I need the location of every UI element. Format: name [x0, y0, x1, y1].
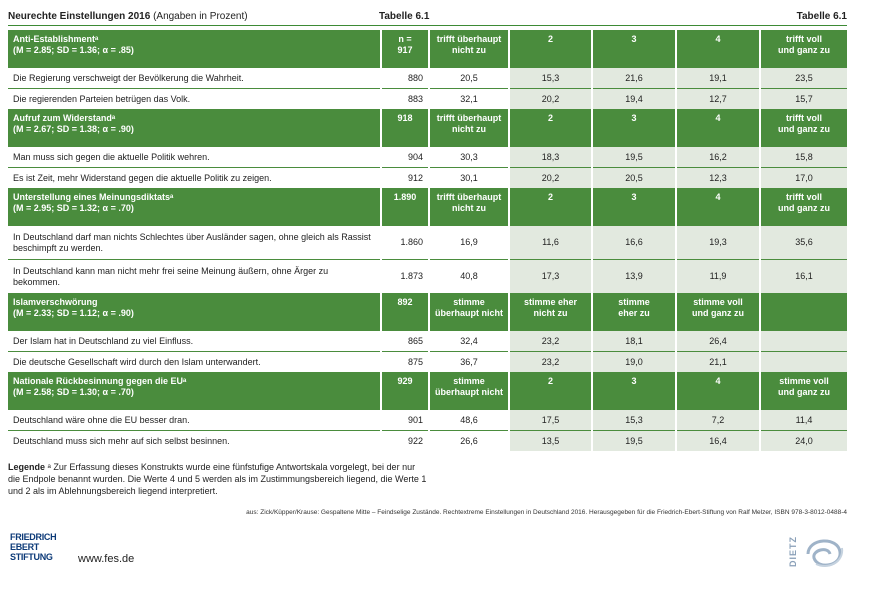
table-row [8, 89, 847, 110]
value-cell: 12,3 [676, 168, 760, 189]
dietz-wordmark: DIETZ [788, 536, 798, 567]
value-cell: 20,2 [509, 89, 592, 110]
row-n: 1.860 [381, 226, 429, 260]
value-cell: 26,4 [676, 331, 760, 352]
value-cell: 12,7 [676, 89, 760, 110]
table-row [8, 431, 847, 452]
column-header: 4 [676, 188, 760, 226]
table-label-right: Tabelle 6.1 [796, 11, 847, 22]
column-header: 2 [509, 372, 592, 410]
section-header-row [8, 109, 847, 147]
value-cell: 20,5 [592, 168, 676, 189]
value-cell: 16,4 [676, 431, 760, 452]
value-cell: 19,5 [592, 147, 676, 168]
value-cell: 15,3 [509, 68, 592, 89]
section-n: n = 917 [381, 30, 429, 68]
section-title-cell [8, 188, 381, 226]
value-cell: 11,6 [509, 226, 592, 260]
row-n: 904 [381, 147, 429, 168]
dietz-logo [788, 530, 848, 572]
value-cell: 17,3 [509, 260, 592, 294]
top-divider [8, 25, 847, 26]
section-n: 929 [381, 372, 429, 410]
row-n: 865 [381, 331, 429, 352]
row-label: Deutschland wäre ohne die EU besser dran. [8, 410, 381, 431]
section-header-row [8, 293, 847, 331]
value-cell: 35,6 [760, 226, 847, 260]
value-cell: 16,2 [676, 147, 760, 168]
table-row [8, 331, 847, 352]
column-header: 3 [592, 188, 676, 226]
fes-url-link[interactable]: www.fes.de [78, 553, 135, 565]
value-cell: 48,6 [429, 410, 509, 431]
table-row [8, 410, 847, 431]
table-row [8, 68, 847, 89]
section-n: 918 [381, 109, 429, 147]
column-header: 4 [676, 109, 760, 147]
column-header: stimme voll und ganz zu [676, 293, 760, 331]
row-n: 912 [381, 168, 429, 189]
value-cell: 16,9 [429, 226, 509, 260]
value-cell: 15,8 [760, 147, 847, 168]
section-header-row [8, 30, 847, 68]
value-cell: 32,1 [429, 89, 509, 110]
table-header-bar [8, 9, 847, 24]
value-cell: 23,2 [509, 352, 592, 373]
value-cell: 20,2 [509, 168, 592, 189]
value-cell: 26,6 [429, 431, 509, 452]
legend [8, 461, 428, 497]
section-n: 1.890 [381, 188, 429, 226]
value-cell: 19,3 [676, 226, 760, 260]
value-cell [760, 352, 847, 373]
section-stats: (M = 2.67; SD = 1.38; α = .90) [13, 124, 134, 134]
fes-logo-line: FRIEDRICH [10, 532, 57, 542]
section-title: Unterstellung eines Meinungsdiktatsᵃ [13, 192, 174, 202]
section-title-cell [8, 109, 381, 147]
value-cell: 19,1 [676, 68, 760, 89]
column-header: trifft überhaupt nicht zu [429, 109, 509, 147]
value-cell: 13,5 [509, 431, 592, 452]
value-cell: 18,3 [509, 147, 592, 168]
row-label: In Deutschland kann man nicht mehr frei seine Meinung äußern, ohne Ärger zu bekommen. [8, 260, 381, 294]
row-label: Die deutsche Gesellschaft wird durch den Islam unterwandert. [8, 352, 381, 373]
table-row [8, 260, 847, 294]
value-cell: 15,3 [592, 410, 676, 431]
value-cell: 30,1 [429, 168, 509, 189]
section-title: Nationale Rückbesinnung gegen die EUᵃ [13, 376, 187, 386]
column-header: 2 [509, 109, 592, 147]
value-cell: 16,1 [760, 260, 847, 294]
column-header: stimme voll und ganz zu [760, 372, 847, 410]
value-cell: 19,4 [592, 89, 676, 110]
value-cell: 18,1 [592, 331, 676, 352]
row-n: 1.873 [381, 260, 429, 294]
row-label: Der Islam hat in Deutschland zu viel Einfluss. [8, 331, 381, 352]
table-row [8, 352, 847, 373]
section-title-cell [8, 293, 381, 331]
attitudes-table [8, 30, 847, 451]
row-n: 883 [381, 89, 429, 110]
value-cell: 23,5 [760, 68, 847, 89]
column-header: trifft überhaupt nicht zu [429, 188, 509, 226]
column-header: 3 [592, 30, 676, 68]
table-body [8, 30, 847, 451]
column-header: stimme überhaupt nicht [429, 372, 509, 410]
row-n: 901 [381, 410, 429, 431]
row-n: 875 [381, 352, 429, 373]
row-label: Man muss sich gegen die aktuelle Politik wehren. [8, 147, 381, 168]
column-header: stimme eher nicht zu [509, 293, 592, 331]
fes-logo-line: EBERT [10, 542, 40, 552]
legend-label: Legende [8, 462, 46, 472]
value-cell: 21,6 [592, 68, 676, 89]
column-header: 2 [509, 188, 592, 226]
source-citation: aus: Zick/Küpper/Krause: Gespaltene Mitte – Feindselige Zustände. Rechtextreme Einstellungen in Deutschland 2016. Herausgegeben für die Friedrich-Ebert-Stiftung von Ralf Melzer, ISBN 978-3-8012-0488-4 [246, 509, 847, 516]
value-cell: 36,7 [429, 352, 509, 373]
section-stats: (M = 2.33; SD = 1.12; α = .90) [13, 308, 134, 318]
column-header: stimme eher zu [592, 293, 676, 331]
column-header: 3 [592, 109, 676, 147]
column-header: trifft überhaupt nicht zu [429, 30, 509, 68]
value-cell: 11,9 [676, 260, 760, 294]
value-cell: 13,9 [592, 260, 676, 294]
row-n: 880 [381, 68, 429, 89]
fes-logo-line: STIFTUNG [10, 552, 53, 562]
row-label: Die Regierung verschweigt der Bevölkerung die Wahrheit. [8, 68, 381, 89]
column-header: 3 [592, 372, 676, 410]
row-label: In Deutschland darf man nichts Schlechtes über Ausländer sagen, ohne gleich als Rassist beschimpft zu werden. [8, 226, 381, 260]
section-n: 892 [381, 293, 429, 331]
value-cell: 19,0 [592, 352, 676, 373]
table-subtitle: (Angaben in Prozent) [153, 11, 248, 22]
value-cell: 20,5 [429, 68, 509, 89]
value-cell: 16,6 [592, 226, 676, 260]
section-stats: (M = 2.95; SD = 1.32; α = .70) [13, 203, 134, 213]
column-header [760, 293, 847, 331]
column-header: trifft voll und ganz zu [760, 188, 847, 226]
value-cell: 24,0 [760, 431, 847, 452]
section-header-row [8, 188, 847, 226]
table-row [8, 226, 847, 260]
value-cell [760, 331, 847, 352]
row-label: Die regierenden Parteien betrügen das Volk. [8, 89, 381, 110]
value-cell: 19,5 [592, 431, 676, 452]
value-cell: 30,3 [429, 147, 509, 168]
value-cell: 40,8 [429, 260, 509, 294]
table-row [8, 168, 847, 189]
column-header: stimme überhaupt nicht [429, 293, 509, 331]
value-cell: 23,2 [509, 331, 592, 352]
section-title: Anti-Establishmentᵃ [13, 34, 99, 44]
section-title: Aufruf zum Widerstandᵃ [13, 113, 116, 123]
section-title-cell [8, 30, 381, 68]
value-cell: 7,2 [676, 410, 760, 431]
section-title: Islamverschwörung [13, 297, 98, 307]
section-title-cell [8, 372, 381, 410]
column-header: trifft voll und ganz zu [760, 109, 847, 147]
value-cell: 21,1 [676, 352, 760, 373]
column-header: 4 [676, 372, 760, 410]
value-cell: 17,5 [509, 410, 592, 431]
legend-text: ᵃ Zur Erfassung dieses Konstrukts wurde eine fünfstufige Antwortskala vorgelegt, bei der nur die Endpole benannt wurden. Die Werte 4 und 5 werden als im Zustimmungsbereich liegend, die Werte 1 und 2 als im Ablehnungsbereich liegend interpretiert. [8, 462, 427, 496]
row-label: Deutschland muss sich mehr auf sich selbst besinnen. [8, 431, 381, 452]
value-cell: 15,7 [760, 89, 847, 110]
section-stats: (M = 2.85; SD = 1.36; α = .85) [13, 45, 134, 55]
value-cell: 32,4 [429, 331, 509, 352]
column-header: 2 [509, 30, 592, 68]
row-label: Es ist Zeit, mehr Widerstand gegen die aktuelle Politik zu zeigen. [8, 168, 381, 189]
section-header-row [8, 372, 847, 410]
table-label: Tabelle 6.1 [379, 11, 430, 22]
value-cell: 17,0 [760, 168, 847, 189]
section-stats: (M = 2.58; SD = 1.30; α = .70) [13, 387, 134, 397]
value-cell: 11,4 [760, 410, 847, 431]
table-title: Neurechte Einstellungen 2016 (Angaben in Prozent) [8, 11, 248, 22]
row-n: 922 [381, 431, 429, 452]
column-header: trifft voll und ganz zu [760, 30, 847, 68]
table-row [8, 147, 847, 168]
column-header: 4 [676, 30, 760, 68]
fes-logo [10, 532, 70, 568]
